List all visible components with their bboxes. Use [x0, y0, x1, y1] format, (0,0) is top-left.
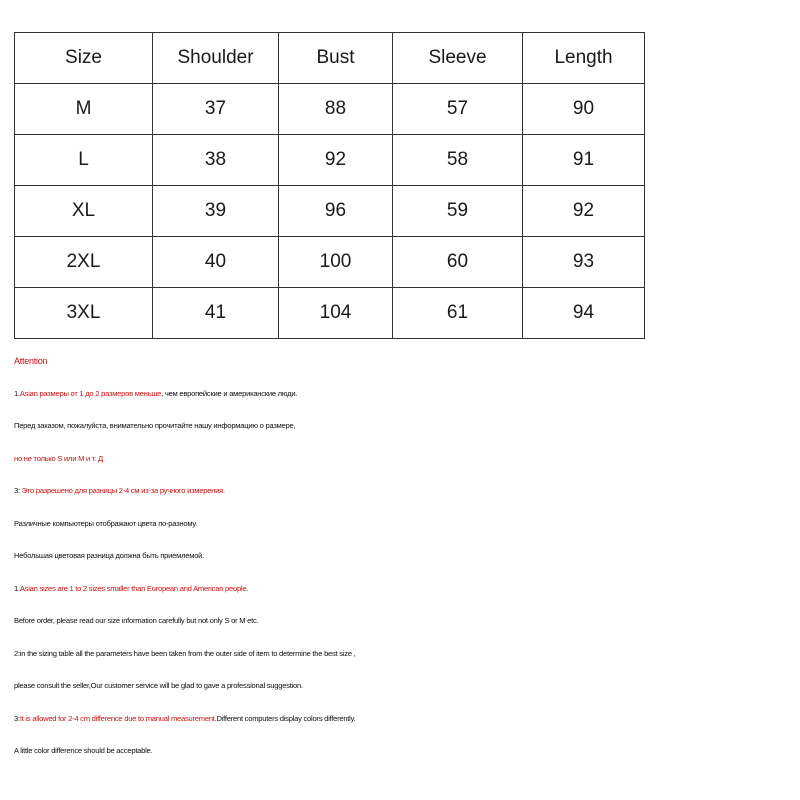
- attention-notes: [14, 345, 794, 768]
- note-en-5-prefix: 3:: [14, 713, 20, 723]
- cell-size: L: [15, 135, 153, 186]
- header-shoulder: Shoulder: [153, 33, 279, 84]
- note-en-6: A little color difference should be acceptable.: [14, 746, 153, 755]
- cell-shoulder: 38: [153, 135, 279, 186]
- header-size: Size: [15, 33, 153, 84]
- note-ru-4: [14, 475, 794, 508]
- note-ru-3: но не только S или M и т. Д.: [14, 453, 105, 463]
- cell-bust: 96: [279, 186, 393, 237]
- size-chart-table: [14, 32, 645, 339]
- note-ru-4-highlight: Это разрешено для разницы 2-4 см из-за ручного измерения.: [21, 486, 225, 495]
- note-en-4: please consult the seller,Our customer service will be glad to gave a professional suggestion.: [14, 681, 303, 690]
- note-ru-1-rest: , чем европейские и американские люди.: [161, 388, 298, 398]
- note-ru-6: Небольшая цветовая разница должна быть приемлемой.: [14, 551, 205, 560]
- note-en-1: [14, 573, 794, 606]
- cell-size: M: [15, 84, 153, 135]
- table-row: [15, 135, 645, 186]
- note-ru-5: Различные компьютеры отображают цвета по-разному.: [14, 518, 198, 528]
- note-ru-4-prefix: 3:: [14, 486, 22, 495]
- table-row: [15, 237, 645, 288]
- cell-sleeve: 58: [393, 135, 523, 186]
- note-en-3: 2:in the sizing table all the parameters have been taken from the outer side of item to determine the best size ,: [14, 648, 356, 658]
- cell-sleeve: 60: [393, 237, 523, 288]
- table-header-row: [15, 33, 645, 84]
- cell-sleeve: 57: [393, 84, 523, 135]
- note-en-5: [14, 703, 794, 736]
- cell-length: 94: [523, 288, 645, 339]
- cell-shoulder: 39: [153, 186, 279, 237]
- table-row: [15, 288, 645, 339]
- note-ru-1-highlight: Asian размеры от 1 до 2 размеров меньше: [19, 388, 162, 398]
- note-en-5-rest: Different computers display colors differently.: [216, 713, 356, 723]
- header-bust: Bust: [279, 33, 393, 84]
- header-length: Length: [523, 33, 645, 84]
- cell-length: 90: [523, 84, 645, 135]
- cell-size: 3XL: [15, 288, 153, 339]
- cell-length: 91: [523, 135, 645, 186]
- cell-bust: 104: [279, 288, 393, 339]
- cell-shoulder: 40: [153, 237, 279, 288]
- header-sleeve: Sleeve: [393, 33, 523, 84]
- cell-length: 92: [523, 186, 645, 237]
- cell-bust: 100: [279, 237, 393, 288]
- cell-sleeve: 61: [393, 288, 523, 339]
- cell-size: XL: [15, 186, 153, 237]
- table-row: [15, 186, 645, 237]
- attention-heading: Attention: [14, 356, 48, 366]
- note-en-1-prefix: 1.: [14, 583, 20, 593]
- note-en-5-highlight: It is allowed for 2-4 cm difference due to manual measurement.: [19, 713, 217, 723]
- cell-length: 93: [523, 237, 645, 288]
- note-ru-1: [14, 378, 794, 411]
- note-ru-1-prefix: 1.: [14, 388, 20, 398]
- cell-size: 2XL: [15, 237, 153, 288]
- table-row: [15, 84, 645, 135]
- note-en-2: Before order, please read our size information carefully but not only S or M etc.: [14, 616, 259, 625]
- cell-shoulder: 41: [153, 288, 279, 339]
- cell-shoulder: 37: [153, 84, 279, 135]
- note-ru-2: Перед заказом, пожалуйста, внимательно прочитайте нашу информацию о размере,: [14, 421, 296, 430]
- cell-bust: 92: [279, 135, 393, 186]
- cell-sleeve: 59: [393, 186, 523, 237]
- cell-bust: 88: [279, 84, 393, 135]
- note-en-1-highlight: Asian sizes are 1 to 2 sizes smaller than European and American people.: [19, 583, 249, 593]
